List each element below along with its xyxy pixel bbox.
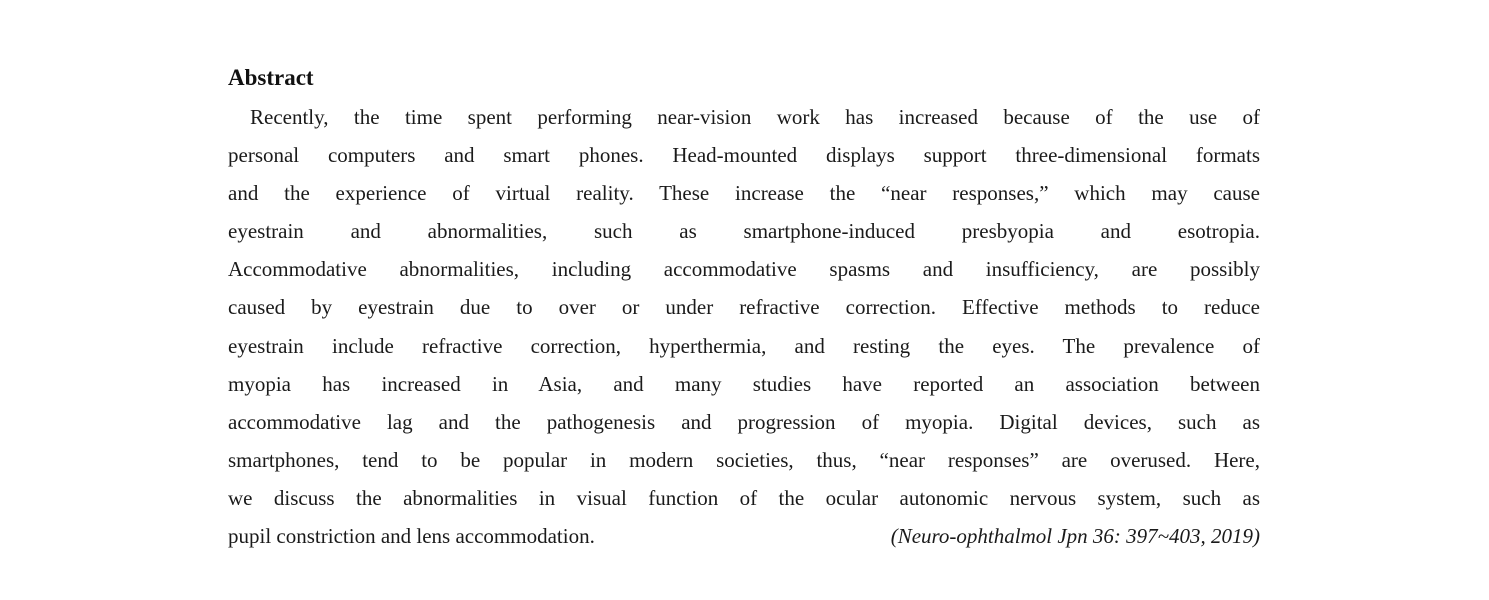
abstract-line: smartphones, tend to be popular in modern societies, thus, “near responses” are overused. Here, bbox=[228, 447, 1260, 472]
abstract-line: we discuss the abnormalities in visual function of the ocular autonomic nervous system, such as bbox=[228, 485, 1260, 510]
abstract-line: eyestrain include refractive correction, hyperthermia, and resting the eyes. The prevalence of bbox=[228, 333, 1260, 358]
abstract-section bbox=[228, 62, 1260, 555]
abstract-line: caused by eyestrain due to over or under refractive correction. Effective methods to reduce bbox=[228, 295, 1260, 320]
abstract-line: myopia has increased in Asia, and many studies have reported an association between bbox=[228, 371, 1260, 396]
abstract-final-line bbox=[228, 517, 1260, 555]
abstract-line: eyestrain and abnormalities, such as smartphone-induced presbyopia and esotropia. bbox=[228, 219, 1260, 244]
abstract-line: Recently, the time spent performing near-vision work has increased because of the use of bbox=[250, 105, 1260, 129]
abstract-line: and the experience of virtual reality. These increase the “near responses,” which may cause bbox=[228, 181, 1260, 206]
abstract-line: accommodative lag and the pathogenesis and progression of myopia. Digital devices, such as bbox=[228, 409, 1260, 434]
journal-citation: (Neuro-ophthalmol Jpn 36: 397~403, 2019) bbox=[890, 524, 1260, 549]
abstract-line-last: pupil constriction and lens accommodation. bbox=[228, 524, 595, 549]
abstract-line: Accommodative abnormalities, including accommodative spasms and insufficiency, are possibly bbox=[228, 257, 1260, 282]
abstract-body bbox=[228, 98, 1260, 555]
abstract-heading: Abstract bbox=[228, 65, 314, 90]
abstract-line: personal computers and smart phones. Head-mounted displays support three-dimensional formats bbox=[228, 143, 1260, 168]
